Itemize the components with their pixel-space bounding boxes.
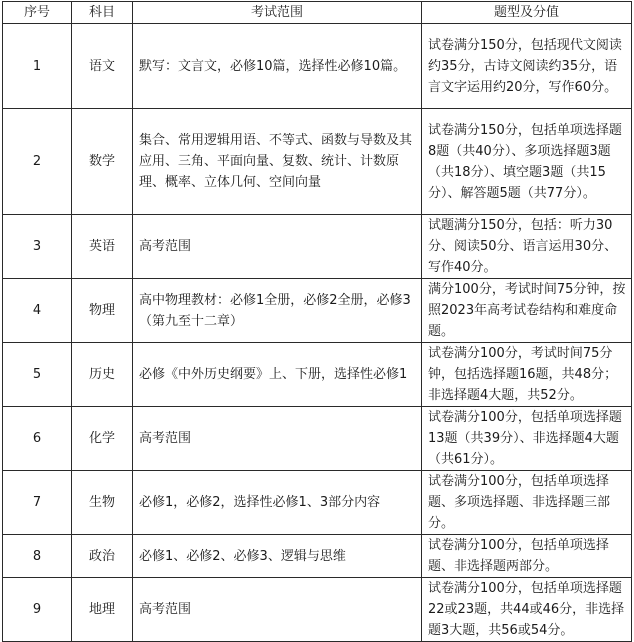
table-row	[3, 24, 632, 109]
row-index: 1	[3, 24, 72, 109]
row-format: 试卷满分100分，包括单项选择题22或23题，共44或46分，非选择题3大题，共56或54分。	[422, 578, 632, 642]
table-row	[3, 343, 632, 407]
row-index: 5	[3, 343, 72, 407]
row-format: 试卷满分100分，包括单项选择题、非选择题两部分。	[422, 535, 632, 578]
row-index: 3	[3, 215, 72, 279]
row-index: 7	[3, 471, 72, 535]
row-subject: 英语	[72, 215, 133, 279]
row-format: 试卷满分150分，包括单项选择题8题（共40分）、多项选择题3题（共18分）、填空题3题（共15分）、解答题5题（共77分）。	[422, 109, 632, 215]
row-scope: 必修《中外历史纲要》上、下册，选择性必修1	[133, 343, 422, 407]
row-index: 9	[3, 578, 72, 642]
row-scope: 必修1、必修2、必修3、逻辑与思维	[133, 535, 422, 578]
row-format: 试卷满分100分，包括单项选择题、多项选择题、非选择题三部分。	[422, 471, 632, 535]
table-row	[3, 215, 632, 279]
table-row	[3, 109, 632, 215]
row-scope: 高考范围	[133, 215, 422, 279]
row-index: 6	[3, 407, 72, 471]
row-format: 试题满分150分，包括：听力30分、阅读50分、语言运用30分、写作40分。	[422, 215, 632, 279]
row-scope: 必修1，必修2，选择性必修1、3部分内容	[133, 471, 422, 535]
table-row	[3, 578, 632, 642]
row-format: 试卷满分100分，考试时间75分钟，包括选择题16题，共48分；非选择题4大题，共52分。	[422, 343, 632, 407]
table-row	[3, 279, 632, 343]
row-scope: 集合、常用逻辑用语、不等式、函数与导数及其应用、三角、平面向量、复数、统计、计数原理、概率、立体几何、空间向量	[133, 109, 422, 215]
row-subject: 政治	[72, 535, 133, 578]
header-index: 序号	[3, 2, 72, 24]
table-row	[3, 407, 632, 471]
row-subject: 语文	[72, 24, 133, 109]
table-row	[3, 535, 632, 578]
row-subject: 生物	[72, 471, 133, 535]
row-scope: 默写：文言文，必修10篇，选择性必修10篇。	[133, 24, 422, 109]
row-index: 4	[3, 279, 72, 343]
row-subject: 物理	[72, 279, 133, 343]
row-format: 试卷满分150分，包括现代文阅读约35分，古诗文阅读约35分，语言文字运用约20分，写作60分。	[422, 24, 632, 109]
row-subject: 数学	[72, 109, 133, 215]
table-row	[3, 471, 632, 535]
row-format: 试卷满分100分，包括单项选择题13题（共39分）、非选择题4大题（共61分）。	[422, 407, 632, 471]
row-scope: 高考范围	[133, 578, 422, 642]
row-subject: 地理	[72, 578, 133, 642]
row-subject: 化学	[72, 407, 133, 471]
row-index: 8	[3, 535, 72, 578]
row-format: 满分100分，考试时间75分钟，按照2023年高考试卷结构和难度命题。	[422, 279, 632, 343]
row-index: 2	[3, 109, 72, 215]
row-subject: 历史	[72, 343, 133, 407]
row-scope: 高考范围	[133, 407, 422, 471]
header-row	[3, 2, 632, 24]
header-scope: 考试范围	[133, 2, 422, 24]
row-scope: 高中物理教材：必修1全册，必修2全册，必修3（第九至十二章）	[133, 279, 422, 343]
header-format: 题型及分值	[422, 2, 632, 24]
header-subject: 科目	[72, 2, 133, 24]
exam-scope-table	[2, 1, 632, 642]
